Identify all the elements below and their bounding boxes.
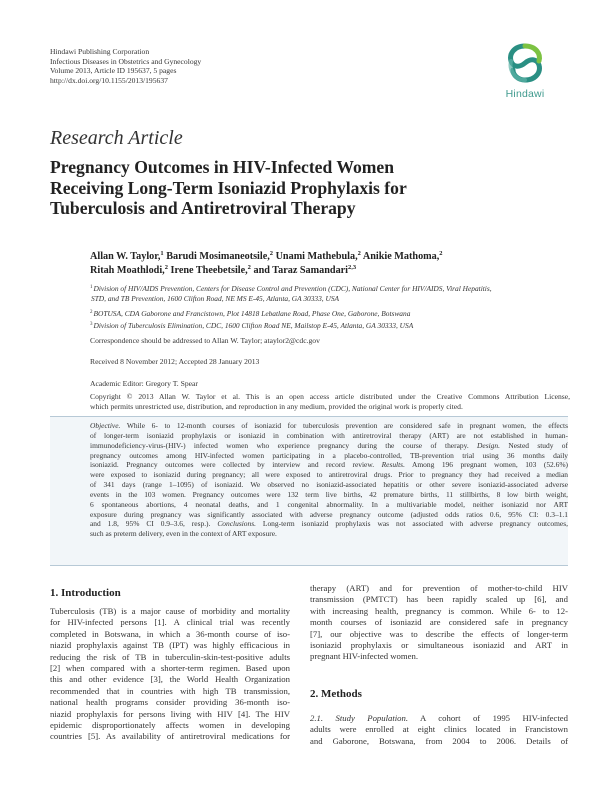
author-line — [90, 250, 560, 264]
abstract-heading: Design. — [477, 440, 500, 450]
abstract-line: of longer-term isoniazid prophylaxis or isoniazid in combination with antiretroviral therapy (ART) are not established in human- — [90, 430, 568, 440]
volume-line: Volume 2013, Article ID 195637, 5 pages — [50, 66, 177, 76]
body-line: reducing the risk of TB in tuberculin-skin-test-positive adults — [50, 651, 290, 662]
article-type: Research Article — [50, 127, 183, 149]
abstract-line: and 1.8, 95% CI 0.9–3.6, resp.). Conclusions. Long-term isoniazid prophylaxis was not associated with adverse pregnancy outcomes, — [90, 519, 568, 529]
body-line: niazid prophylaxis against TB (IPT) was highly efficacious in — [50, 640, 290, 651]
author-affil-ref: 2,3 — [348, 264, 357, 271]
abstract-line: isoniazid. Pregnancy outcomes were collected by interview and record review. Results. Among 196 pregnant women, 103 (52.6%) — [90, 460, 569, 470]
title-line: Receiving Long-Term Isoniazid Prophylaxis for — [50, 177, 407, 198]
author-affil-ref: 2 — [247, 264, 251, 271]
body-line: transmission (PMTCT) has been rapidly scaled up [6], and — [310, 594, 568, 605]
author-affil-ref: 2 — [269, 250, 274, 257]
abstract-line: pregnancy outcomes among HIV-infected women participating in a placebo-controlled, TB-prevention trial using 36 months daily — [90, 450, 568, 460]
title-line: Tuberculosis and Antiretroviral Therapy — [50, 198, 356, 218]
journal-line: Infectious Diseases in Obstetrics and Gynecology — [50, 56, 202, 66]
affiliation-index: 2 — [90, 310, 93, 315]
body-line: 2.1. Study Population. A cohort of 1995 HIV-infected — [310, 713, 568, 723]
affiliation-3 — [90, 320, 570, 331]
affiliation-1 — [90, 283, 570, 304]
hindawi-logo — [496, 42, 554, 104]
author-name: Unami Mathebula, — [275, 251, 358, 262]
author-name: Barudi Mosimaneotsile, — [166, 251, 270, 262]
body-line: therapy (ART) and for prevention of mother-to-child HIV — [310, 583, 568, 593]
abstract — [90, 421, 568, 539]
academic-editor: Academic Editor: Gregory T. Spear — [90, 379, 198, 388]
body-line: for HIV-infected persons [1]. A clinical trial was recently — [50, 617, 290, 628]
affiliation-text: Division of Tuberculosis Elimination, CDC, 1600 Clifton Road NE, Mailstop E-45, Atlanta, GA 30333, USA — [93, 321, 414, 330]
received-date: Received 8 November 2012; Accepted 28 January 2013 — [90, 357, 260, 366]
author-affil-ref: 2 — [439, 250, 443, 257]
affiliation-2 — [90, 308, 570, 319]
publisher-line: Hindawi Publishing Corporation — [50, 47, 150, 56]
abstract-heading: Results. — [381, 460, 405, 470]
abstract-line: immunodeficiency-virus-(HIV-) infected women who experience pregnancy during the course of therapy. Design. Nested study of — [90, 440, 569, 450]
hindawi-logo-icon — [505, 42, 545, 84]
logo-text: Hindawi — [505, 88, 545, 100]
intro-left-column — [50, 606, 290, 743]
affiliation-text: Division of HIV/AIDS Prevention, Centers for Disease Control and Prevention (CDC), National Center for HIV/AIDS, Viral Hepatitis, — [93, 284, 492, 293]
body-line: [7], our objective was to describe the effects of longer-term — [310, 628, 568, 639]
author-affil-ref: 2 — [357, 250, 361, 257]
abstract-line: such as preterm delivery, even in the context of ART exposure. — [90, 529, 277, 539]
subsection-heading: 2.1. Study Population. — [310, 713, 409, 723]
journal-info — [50, 47, 201, 85]
copyright-line: Copyright © 2013 Allan W. Taylor et al. This is an open access article distributed under the Creative Commons Attribution License, — [90, 392, 570, 401]
body-line: pregnant HIV-infected women. — [310, 651, 418, 662]
body-line: and Gaborone, Botswana, from 2004 to 2006. Details of — [310, 735, 568, 746]
doi-link[interactable]: http://dx.doi.org/10.1155/2013/195637 — [50, 75, 168, 85]
affiliation-text-cont: STD, and TB Prevention, 1600 Clifton Road, NE MS E-45, Atlanta, GA 30333, USA — [91, 293, 340, 303]
author-name: and Taraz Samandari — [253, 265, 349, 276]
affiliation-index: 1 — [90, 285, 93, 290]
intro-right-column — [310, 583, 568, 663]
body-line: niazid prophylaxis for persons living with HIV [4]. The HIV — [50, 708, 290, 719]
affiliation-text: BOTUSA, CDA Gaborone and Francistown, Plot 14818 Lebatlane Road, Phase One, Gaborone, Botswana — [93, 309, 411, 318]
body-line: with increasing health, pregnancy is common. While 6- to 12- — [310, 605, 568, 616]
body-line: Tuberculosis (TB) is a major cause of morbidity and mortality — [50, 606, 290, 616]
body-line: national health programs consider providing 36-month iso- — [50, 697, 290, 708]
article-title — [50, 157, 570, 219]
author-list — [90, 250, 560, 278]
abstract-line: events in the 103 women. Pregnancy outcomes were 132 term live births, 42 premature births, 11 stillbirths, 8 low birth weight, — [90, 489, 568, 499]
body-line: month courses of isoniazid are considered safe in pregnancy — [310, 617, 568, 628]
body-line: isoniazid prophylaxis or simultaneous isoniazid and ART in — [310, 640, 568, 651]
author-name: Ritah Moathlodi, — [90, 265, 165, 276]
abstract-line: of 341 days (range 1–1095) of isoniazid. We observed no isoniazid-associated hepatitis or other severe isoniazid-associated adverse — [90, 480, 568, 490]
author-line — [90, 264, 560, 278]
abstract-line: exposure during pregnancy was significantly associated with adverse pregnancy outcome (adjusted odds ratios 0.6, 95% CI: 0.3–1.1 — [90, 509, 568, 519]
methods-heading: 2. Methods — [310, 688, 362, 700]
body-line: countries [5]. As availability of antiretroviral medications for — [50, 731, 290, 742]
body-line: [2] when compared with a shorter-term regimen. Based upon — [50, 663, 290, 674]
abstract-heading: Objective. — [90, 421, 121, 430]
abstract-line: 6 spontaneous abortions, 4 neonatal deaths, and 1 congenital abnormality. In a multivariable model, neither isoniazid nor ART — [90, 499, 568, 509]
copyright-line: which permits unrestricted use, distribution, and reproduction in any medium, provided the original work is properly cited. — [90, 401, 463, 411]
body-line: recommended that in countries with high TB transmission, — [50, 685, 290, 696]
author-name: Allan W. Taylor, — [90, 251, 161, 262]
methods-column — [310, 713, 568, 747]
abstract-line: were exposed to isoniazid during pregnancy; all were exposed to antiretroviral drugs. Prior to pregnancy they had received a median — [90, 470, 568, 480]
author-affil-ref: 1 — [160, 250, 164, 257]
body-line: completed in Botswana, in which a 36-month course of iso- — [50, 628, 290, 639]
body-line: this and other evidence [3], the World Health Organization — [50, 674, 290, 685]
author-affil-ref: 2 — [164, 264, 168, 271]
abstract-line: Objective. While 6- to 12-month courses of isoniazid for tuberculosis prevention are considered safe in pregnant women, the effects — [90, 421, 568, 430]
author-name: Anikie Mathoma, — [362, 251, 440, 262]
author-name: Irene Theebetsile, — [170, 265, 248, 276]
intro-heading: 1. Introduction — [50, 587, 121, 599]
copyright — [90, 392, 570, 412]
correspondence: Correspondence should be addressed to Allan W. Taylor; ataylor2@cdc.gov — [90, 336, 320, 345]
body-line: epidemic disproportionately affects women in developing — [50, 720, 290, 731]
affiliation-index: 3 — [90, 322, 93, 327]
body-line: adults were enrolled at eight clinics located in Francistown — [310, 724, 568, 735]
title-line: Pregnancy Outcomes in HIV-Infected Women — [50, 157, 395, 177]
abstract-heading: Conclusions. — [217, 519, 256, 529]
